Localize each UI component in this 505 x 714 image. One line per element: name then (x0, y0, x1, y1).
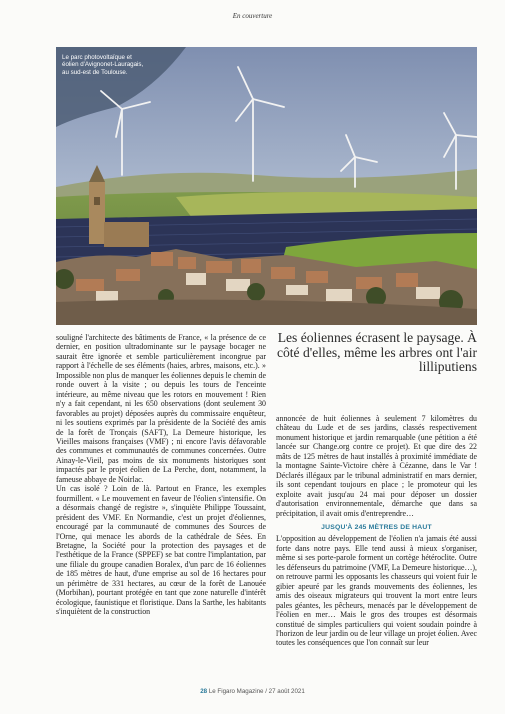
pull-quote: Les éoliennes écrasent le paysage. À côté d'elles, même les arbres ont l'air lilliputiens (276, 330, 477, 374)
section-subheading: JUSQU'À 245 MÈTRES DE HAUT (321, 523, 432, 531)
publication-info: Le Figaro Magazine / 27 août 2021 (208, 688, 305, 695)
article-column-left (56, 333, 266, 617)
article-paragraph: souligné l'architecte des bâtiments de France, « la présence de ce dernier, en position ultradominante sur le paysage bocager ne saurait être ignorée et semble particulièrement incongrue par rapport à l'échelle de ses éléments (haies, arbres, maisons, etc.). » Impossible non plus de manquer les éoliennes depuis le chemin de ronde ouvert à la visite ; ou depuis les tours de l'enceinte intérieure, au même niveau que les rotors en mouvement ! Rien n'y a fait cependant, ni les 650 observations (dont seulement 30 favorables au projet) déposées auprès du commissaire enquêteur, ni les soutiens exprimés par la présidente de la Société des amis de la forêt de Tronçais (SAFT), La Demeure historique, les Vieilles maisons françaises (VMF) ; ni encore l'avis défavorable des communes et communautés de communes concernées. Outre Ainay-le-Vieil, pas moins de six monuments historiques sont impactés par le projet éolien de La Perche, dont, notamment, la fameuse abbaye de Noirlac. (56, 333, 266, 484)
photo-caption: Le parc photovoltaïque et éolien d'Avignonet-Lauragais, au sud-est de Toulouse. (62, 54, 144, 76)
page-footer (0, 688, 505, 695)
article-paragraph: annoncée de huit éoliennes à seulement 7 kilomètres du château du Lude et de ses jardins, classés respectivement monument historique et jardin remarquable (une pétition a été lancée sur Change.org contre ce projet). Et que dire des 22 mâts de 125 mètres de haut installés à proximité immédiate de la montagne Sainte-Victoire chère à Cézanne, dans le Var ! Déclarés illégaux par le tribunal administratif en mars dernier, ils sont cependant toujours en place ; le promoteur qui les exploite avait jusqu'au 24 mai pour déposer un dossier d'autorisation environnementale, démarche que dans sa précipitation, il avait omis d'entreprendre… (276, 414, 477, 518)
article-paragraph: L'opposition au développement de l'éolien n'a jamais été aussi forte dans notre pays. Elle tend aussi à mieux s'organiser, même si ses porte-parole forment un cortège hétéroclite. Outre les défenseurs du patrimoine (VMF, La Demeure historique…), on retrouve parmi les opposants les chasseurs qui voient fuir le gibier apeuré par les grands mouvements des éoliennes, les amis des oiseaux migrateurs qui trouvent la mort entre leurs pales géantes, les pêcheurs, menacés par le développement de l'éolien en mer… Mais le gros des troupes est désormais constitué de simples particuliers qui voient soudain poindre à l'horizon de leur jardin ou de leur village un projet éolien. Avec toutes les conséquences que l'on connaît sur leur (276, 534, 477, 648)
article-paragraph: Un cas isolé ? Loin de là. Partout en France, les exemples fourmillent. « Le mouvement en faveur de l'éolien s'intensifie. On a désormais changé de registre », s'inquiète Philippe Toussaint, président des VMF. En Normandie, c'est un projet d'éoliennes, encouragé par la communauté de communes des Sources de l'Orne, qui menace les abords de la cathédrale de Sées. En Bretagne, la Société pour la protection des paysages et de l'esthétique de la France (SPPEF) se bat contre l'implantation, par une filiale du groupe canadien Boralex, d'un parc de 16 éoliennes de 185 mètres de haut, d'une emprise au sol de 16 hectares pour un périmètre de 331 hectares, au cœur de la forêt de Lanouée (Morbihan), pourtant protégée en tant que zone naturelle d'intérêt écologique, faunistique et floristique. Dans la Sarthe, les habitants s'inquiètent de la construction (56, 484, 266, 617)
section-rubric: En couverture (232, 12, 273, 20)
article-column-right (276, 414, 477, 648)
landscape-photo (56, 47, 477, 325)
wind-farm-illustration (56, 47, 477, 325)
page-number: 28 (200, 688, 208, 695)
